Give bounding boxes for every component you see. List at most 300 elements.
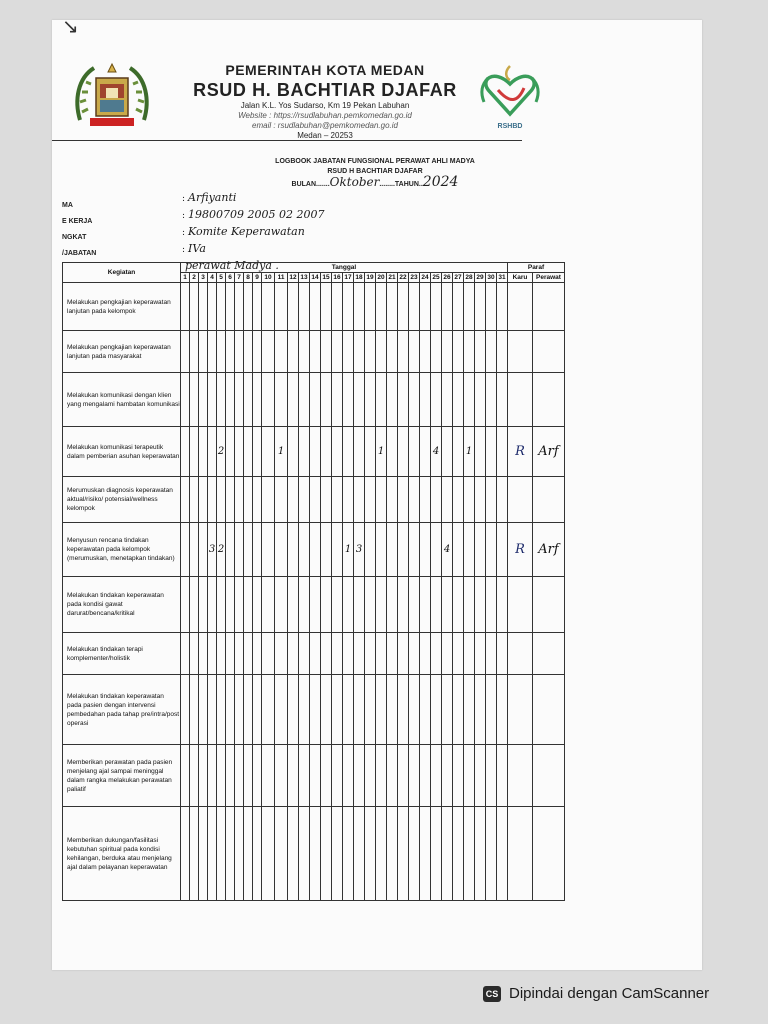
- day-cell[interactable]: [453, 523, 464, 577]
- day-cell[interactable]: [199, 523, 208, 577]
- day-cell[interactable]: [497, 331, 508, 373]
- day-cell[interactable]: [431, 745, 442, 807]
- day-cell[interactable]: [217, 477, 226, 523]
- karu-signature-cell[interactable]: [508, 807, 533, 901]
- day-cell[interactable]: [310, 745, 321, 807]
- day-cell[interactable]: 2: [217, 523, 226, 577]
- day-cell[interactable]: [343, 373, 354, 427]
- day-cell[interactable]: [299, 633, 310, 675]
- day-cell[interactable]: [199, 745, 208, 807]
- day-cell[interactable]: [199, 477, 208, 523]
- day-cell[interactable]: [365, 477, 376, 523]
- day-cell[interactable]: [310, 283, 321, 331]
- day-cell[interactable]: [442, 427, 453, 477]
- day-cell[interactable]: [398, 675, 409, 745]
- day-cell[interactable]: [365, 427, 376, 477]
- day-cell[interactable]: [310, 331, 321, 373]
- day-cell[interactable]: [475, 745, 486, 807]
- day-cell[interactable]: [365, 807, 376, 901]
- day-cell[interactable]: [486, 283, 497, 331]
- day-cell[interactable]: [262, 807, 275, 901]
- day-cell[interactable]: [453, 745, 464, 807]
- day-cell[interactable]: [398, 427, 409, 477]
- perawat-signature-cell[interactable]: [533, 427, 565, 477]
- day-cell[interactable]: [409, 523, 420, 577]
- day-cell[interactable]: [420, 373, 431, 427]
- day-cell[interactable]: [464, 577, 475, 633]
- day-cell[interactable]: [354, 427, 365, 477]
- day-cell[interactable]: [343, 633, 354, 675]
- day-cell[interactable]: [275, 675, 288, 745]
- day-cell[interactable]: [354, 633, 365, 675]
- day-cell[interactable]: [199, 373, 208, 427]
- day-cell[interactable]: [387, 807, 398, 901]
- day-cell[interactable]: [253, 477, 262, 523]
- day-cell[interactable]: [199, 807, 208, 901]
- day-cell[interactable]: [475, 675, 486, 745]
- day-cell[interactable]: [321, 633, 332, 675]
- day-cell[interactable]: [199, 427, 208, 477]
- day-cell[interactable]: [262, 331, 275, 373]
- day-cell[interactable]: [244, 477, 253, 523]
- day-cell[interactable]: [343, 577, 354, 633]
- day-cell[interactable]: [310, 373, 321, 427]
- day-cell[interactable]: [486, 373, 497, 427]
- day-cell[interactable]: [409, 373, 420, 427]
- day-cell[interactable]: 1: [376, 427, 387, 477]
- day-cell[interactable]: [464, 745, 475, 807]
- day-cell[interactable]: [190, 807, 199, 901]
- perawat-signature-cell[interactable]: [533, 807, 565, 901]
- perawat-signature-cell[interactable]: [533, 633, 565, 675]
- day-cell[interactable]: [235, 427, 244, 477]
- day-cell[interactable]: [409, 807, 420, 901]
- day-cell[interactable]: [235, 523, 244, 577]
- day-cell[interactable]: [321, 745, 332, 807]
- day-cell[interactable]: [442, 633, 453, 675]
- day-cell[interactable]: [365, 675, 376, 745]
- day-cell[interactable]: [354, 373, 365, 427]
- day-cell[interactable]: [497, 577, 508, 633]
- day-cell[interactable]: [310, 427, 321, 477]
- day-cell[interactable]: [262, 577, 275, 633]
- day-cell[interactable]: [253, 331, 262, 373]
- day-cell[interactable]: [332, 523, 343, 577]
- day-cell[interactable]: [275, 745, 288, 807]
- day-cell[interactable]: [398, 577, 409, 633]
- day-cell[interactable]: [431, 331, 442, 373]
- day-cell[interactable]: [275, 373, 288, 427]
- day-cell[interactable]: [354, 745, 365, 807]
- day-cell[interactable]: [420, 477, 431, 523]
- day-cell[interactable]: [420, 283, 431, 331]
- day-cell[interactable]: [208, 331, 217, 373]
- day-cell[interactable]: [409, 427, 420, 477]
- day-cell[interactable]: [431, 283, 442, 331]
- day-cell[interactable]: [453, 283, 464, 331]
- day-cell[interactable]: [299, 373, 310, 427]
- day-cell[interactable]: [409, 633, 420, 675]
- day-cell[interactable]: [387, 745, 398, 807]
- day-cell[interactable]: [190, 283, 199, 331]
- day-cell[interactable]: [235, 577, 244, 633]
- day-cell[interactable]: [453, 427, 464, 477]
- day-cell[interactable]: [453, 807, 464, 901]
- day-cell[interactable]: [253, 283, 262, 331]
- day-cell[interactable]: [475, 427, 486, 477]
- day-cell[interactable]: [288, 523, 299, 577]
- day-cell[interactable]: [321, 427, 332, 477]
- day-cell[interactable]: [181, 745, 190, 807]
- day-cell[interactable]: [253, 373, 262, 427]
- day-cell[interactable]: [217, 331, 226, 373]
- day-cell[interactable]: [486, 523, 497, 577]
- day-cell[interactable]: [409, 477, 420, 523]
- karu-signature-cell[interactable]: [508, 523, 533, 577]
- day-cell[interactable]: [398, 331, 409, 373]
- day-cell[interactable]: [376, 477, 387, 523]
- day-cell[interactable]: [181, 283, 190, 331]
- day-cell[interactable]: [420, 427, 431, 477]
- day-cell[interactable]: [376, 283, 387, 331]
- day-cell[interactable]: [262, 373, 275, 427]
- day-cell[interactable]: [217, 675, 226, 745]
- karu-signature-cell[interactable]: [508, 577, 533, 633]
- day-cell[interactable]: [332, 633, 343, 675]
- day-cell[interactable]: [275, 331, 288, 373]
- day-cell[interactable]: 4: [431, 427, 442, 477]
- day-cell[interactable]: [387, 283, 398, 331]
- day-cell[interactable]: [253, 745, 262, 807]
- karu-signature-cell[interactable]: [508, 745, 533, 807]
- day-cell[interactable]: [321, 373, 332, 427]
- day-cell[interactable]: [208, 745, 217, 807]
- day-cell[interactable]: [310, 633, 321, 675]
- day-cell[interactable]: [442, 283, 453, 331]
- day-cell[interactable]: [376, 675, 387, 745]
- perawat-signature-cell[interactable]: [533, 745, 565, 807]
- day-cell[interactable]: [310, 477, 321, 523]
- day-cell[interactable]: [226, 807, 235, 901]
- day-cell[interactable]: [321, 331, 332, 373]
- day-cell[interactable]: [244, 283, 253, 331]
- day-cell[interactable]: [497, 283, 508, 331]
- day-cell[interactable]: [321, 523, 332, 577]
- day-cell[interactable]: [190, 675, 199, 745]
- day-cell[interactable]: [235, 675, 244, 745]
- day-cell[interactable]: [453, 633, 464, 675]
- day-cell[interactable]: [387, 633, 398, 675]
- day-cell[interactable]: [497, 633, 508, 675]
- day-cell[interactable]: [420, 523, 431, 577]
- karu-signature-cell[interactable]: [508, 283, 533, 331]
- day-cell[interactable]: [343, 331, 354, 373]
- day-cell[interactable]: [453, 331, 464, 373]
- perawat-signature-cell[interactable]: [533, 577, 565, 633]
- day-cell[interactable]: [431, 523, 442, 577]
- day-cell[interactable]: [226, 633, 235, 675]
- day-cell[interactable]: [262, 523, 275, 577]
- day-cell[interactable]: [420, 331, 431, 373]
- day-cell[interactable]: [464, 633, 475, 675]
- day-cell[interactable]: [199, 633, 208, 675]
- day-cell[interactable]: [181, 373, 190, 427]
- day-cell[interactable]: [387, 577, 398, 633]
- day-cell[interactable]: [288, 807, 299, 901]
- day-cell[interactable]: [226, 523, 235, 577]
- day-cell[interactable]: [299, 577, 310, 633]
- day-cell[interactable]: [376, 633, 387, 675]
- day-cell[interactable]: [464, 331, 475, 373]
- day-cell[interactable]: [288, 745, 299, 807]
- day-cell[interactable]: 1: [275, 427, 288, 477]
- day-cell[interactable]: [235, 633, 244, 675]
- day-cell[interactable]: [299, 675, 310, 745]
- day-cell[interactable]: [431, 807, 442, 901]
- day-cell[interactable]: [409, 331, 420, 373]
- day-cell[interactable]: [453, 577, 464, 633]
- day-cell[interactable]: [376, 373, 387, 427]
- day-cell[interactable]: [387, 523, 398, 577]
- day-cell[interactable]: [226, 675, 235, 745]
- day-cell[interactable]: [217, 745, 226, 807]
- day-cell[interactable]: [332, 675, 343, 745]
- day-cell[interactable]: [262, 283, 275, 331]
- perawat-signature-cell[interactable]: [533, 523, 565, 577]
- day-cell[interactable]: [288, 477, 299, 523]
- day-cell[interactable]: [208, 427, 217, 477]
- day-cell[interactable]: [398, 283, 409, 331]
- perawat-signature-cell[interactable]: [533, 477, 565, 523]
- day-cell[interactable]: [275, 633, 288, 675]
- day-cell[interactable]: [244, 745, 253, 807]
- day-cell[interactable]: [354, 807, 365, 901]
- day-cell[interactable]: [199, 675, 208, 745]
- day-cell[interactable]: [190, 633, 199, 675]
- day-cell[interactable]: [253, 523, 262, 577]
- day-cell[interactable]: [332, 373, 343, 427]
- day-cell[interactable]: [262, 427, 275, 477]
- day-cell[interactable]: [464, 373, 475, 427]
- day-cell[interactable]: [409, 745, 420, 807]
- day-cell[interactable]: [343, 745, 354, 807]
- day-cell[interactable]: [299, 283, 310, 331]
- day-cell[interactable]: [208, 477, 217, 523]
- day-cell[interactable]: [486, 633, 497, 675]
- day-cell[interactable]: [453, 373, 464, 427]
- day-cell[interactable]: [310, 577, 321, 633]
- day-cell[interactable]: [376, 807, 387, 901]
- day-cell[interactable]: [235, 283, 244, 331]
- day-cell[interactable]: [181, 477, 190, 523]
- day-cell[interactable]: [199, 577, 208, 633]
- day-cell[interactable]: [310, 675, 321, 745]
- day-cell[interactable]: [398, 373, 409, 427]
- day-cell[interactable]: [398, 807, 409, 901]
- day-cell[interactable]: [332, 807, 343, 901]
- day-cell[interactable]: [486, 577, 497, 633]
- day-cell[interactable]: [253, 807, 262, 901]
- day-cell[interactable]: [354, 477, 365, 523]
- day-cell[interactable]: [343, 427, 354, 477]
- day-cell[interactable]: [431, 373, 442, 427]
- day-cell[interactable]: [310, 523, 321, 577]
- day-cell[interactable]: [475, 577, 486, 633]
- day-cell[interactable]: [208, 373, 217, 427]
- day-cell[interactable]: [365, 283, 376, 331]
- day-cell[interactable]: [226, 577, 235, 633]
- day-cell[interactable]: [299, 477, 310, 523]
- day-cell[interactable]: [208, 807, 217, 901]
- day-cell[interactable]: [288, 633, 299, 675]
- day-cell[interactable]: [208, 675, 217, 745]
- day-cell[interactable]: [464, 807, 475, 901]
- day-cell[interactable]: [332, 477, 343, 523]
- day-cell[interactable]: [321, 477, 332, 523]
- day-cell[interactable]: [190, 523, 199, 577]
- day-cell[interactable]: [475, 283, 486, 331]
- day-cell[interactable]: [190, 331, 199, 373]
- day-cell[interactable]: [299, 331, 310, 373]
- karu-signature-cell[interactable]: [508, 373, 533, 427]
- day-cell[interactable]: [181, 523, 190, 577]
- day-cell[interactable]: [199, 331, 208, 373]
- day-cell[interactable]: [181, 807, 190, 901]
- day-cell[interactable]: [235, 331, 244, 373]
- day-cell[interactable]: [365, 523, 376, 577]
- day-cell[interactable]: [253, 427, 262, 477]
- day-cell[interactable]: [497, 477, 508, 523]
- day-cell[interactable]: [376, 577, 387, 633]
- day-cell[interactable]: [464, 477, 475, 523]
- day-cell[interactable]: [475, 523, 486, 577]
- day-cell[interactable]: [475, 633, 486, 675]
- day-cell[interactable]: [398, 523, 409, 577]
- day-cell[interactable]: [409, 675, 420, 745]
- day-cell[interactable]: [398, 633, 409, 675]
- day-cell[interactable]: [226, 373, 235, 427]
- day-cell[interactable]: 1: [343, 523, 354, 577]
- day-cell[interactable]: [486, 331, 497, 373]
- day-cell[interactable]: [497, 523, 508, 577]
- day-cell[interactable]: [398, 745, 409, 807]
- day-cell[interactable]: [442, 675, 453, 745]
- karu-signature-cell[interactable]: [508, 477, 533, 523]
- day-cell[interactable]: [244, 373, 253, 427]
- day-cell[interactable]: [235, 807, 244, 901]
- day-cell[interactable]: [431, 633, 442, 675]
- day-cell[interactable]: [208, 577, 217, 633]
- day-cell[interactable]: [181, 675, 190, 745]
- perawat-signature-cell[interactable]: [533, 373, 565, 427]
- day-cell[interactable]: [275, 523, 288, 577]
- day-cell[interactable]: [288, 331, 299, 373]
- perawat-signature-cell[interactable]: [533, 675, 565, 745]
- day-cell[interactable]: [288, 675, 299, 745]
- day-cell[interactable]: [226, 331, 235, 373]
- day-cell[interactable]: [486, 427, 497, 477]
- day-cell[interactable]: [288, 283, 299, 331]
- day-cell[interactable]: [376, 331, 387, 373]
- day-cell[interactable]: [321, 675, 332, 745]
- day-cell[interactable]: [354, 331, 365, 373]
- day-cell[interactable]: [442, 373, 453, 427]
- day-cell[interactable]: [275, 577, 288, 633]
- day-cell[interactable]: [181, 577, 190, 633]
- day-cell[interactable]: [235, 373, 244, 427]
- day-cell[interactable]: [497, 675, 508, 745]
- day-cell[interactable]: 2: [217, 427, 226, 477]
- day-cell[interactable]: [409, 283, 420, 331]
- day-cell[interactable]: [332, 331, 343, 373]
- day-cell[interactable]: [420, 807, 431, 901]
- day-cell[interactable]: [190, 745, 199, 807]
- day-cell[interactable]: [387, 477, 398, 523]
- day-cell[interactable]: [244, 675, 253, 745]
- day-cell[interactable]: [475, 331, 486, 373]
- day-cell[interactable]: [365, 633, 376, 675]
- day-cell[interactable]: [262, 477, 275, 523]
- day-cell[interactable]: [486, 477, 497, 523]
- day-cell[interactable]: [310, 807, 321, 901]
- day-cell[interactable]: [453, 477, 464, 523]
- day-cell[interactable]: [354, 283, 365, 331]
- day-cell[interactable]: [217, 633, 226, 675]
- day-cell[interactable]: [226, 477, 235, 523]
- day-cell[interactable]: [398, 477, 409, 523]
- day-cell[interactable]: [244, 807, 253, 901]
- day-cell[interactable]: [244, 523, 253, 577]
- day-cell[interactable]: [354, 675, 365, 745]
- day-cell[interactable]: [208, 283, 217, 331]
- day-cell[interactable]: [288, 577, 299, 633]
- day-cell[interactable]: [420, 633, 431, 675]
- day-cell[interactable]: [442, 477, 453, 523]
- day-cell[interactable]: [442, 807, 453, 901]
- day-cell[interactable]: [420, 675, 431, 745]
- day-cell[interactable]: [253, 633, 262, 675]
- day-cell[interactable]: [387, 427, 398, 477]
- day-cell[interactable]: [190, 373, 199, 427]
- day-cell[interactable]: [365, 373, 376, 427]
- day-cell[interactable]: [253, 577, 262, 633]
- day-cell[interactable]: [497, 807, 508, 901]
- day-cell[interactable]: [288, 373, 299, 427]
- day-cell[interactable]: [275, 283, 288, 331]
- day-cell[interactable]: [181, 633, 190, 675]
- day-cell[interactable]: [475, 477, 486, 523]
- day-cell[interactable]: [497, 427, 508, 477]
- day-cell[interactable]: [354, 577, 365, 633]
- day-cell[interactable]: [262, 675, 275, 745]
- day-cell[interactable]: [299, 745, 310, 807]
- day-cell[interactable]: [253, 675, 262, 745]
- day-cell[interactable]: [442, 331, 453, 373]
- day-cell[interactable]: [486, 745, 497, 807]
- day-cell[interactable]: [387, 331, 398, 373]
- day-cell[interactable]: [190, 477, 199, 523]
- day-cell[interactable]: 3: [354, 523, 365, 577]
- day-cell[interactable]: [475, 373, 486, 427]
- day-cell[interactable]: [420, 745, 431, 807]
- day-cell[interactable]: [464, 283, 475, 331]
- day-cell[interactable]: [431, 577, 442, 633]
- day-cell[interactable]: [181, 427, 190, 477]
- day-cell[interactable]: [332, 745, 343, 807]
- day-cell[interactable]: [208, 633, 217, 675]
- karu-signature-cell[interactable]: [508, 675, 533, 745]
- day-cell[interactable]: [190, 427, 199, 477]
